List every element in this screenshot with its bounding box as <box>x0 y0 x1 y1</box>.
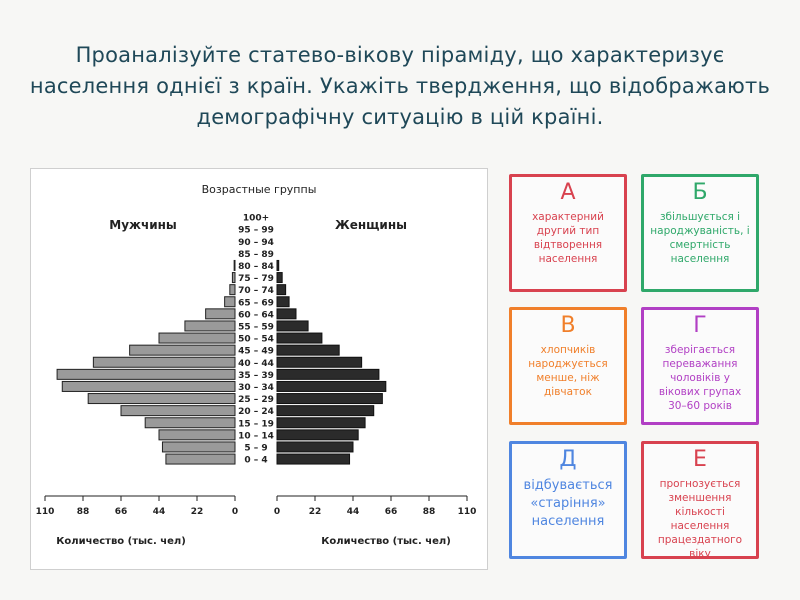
x-axis-label-right: Количество (тыс. чел) <box>321 536 451 547</box>
axis-tick-label: 110 <box>35 507 55 517</box>
male-bar <box>230 285 235 295</box>
age-group-label: 40 – 44 <box>238 358 274 369</box>
age-group-label: 15 – 19 <box>238 419 274 430</box>
male-bar <box>130 345 235 355</box>
age-group-label: 0 – 4 <box>244 455 268 466</box>
male-bar <box>225 297 235 307</box>
male-bar <box>185 321 235 331</box>
age-group-label: 95 – 99 <box>238 225 274 236</box>
chart-title: Возрастные группы <box>201 183 317 196</box>
female-bar <box>277 442 353 452</box>
female-bar <box>277 454 350 464</box>
answer-letter: Д <box>559 447 577 472</box>
male-bar <box>206 309 235 319</box>
axis-tick-label: 66 <box>384 507 398 517</box>
age-group-label: 30 – 34 <box>238 382 274 393</box>
age-group-label: 80 – 84 <box>238 261 274 272</box>
female-bar <box>277 309 296 319</box>
answer-letter: В <box>560 313 576 338</box>
age-group-label: 90 – 94 <box>238 237 274 248</box>
age-group-label: 25 – 29 <box>238 395 274 406</box>
axis-tick-label: 44 <box>152 507 166 517</box>
male-bar <box>88 394 235 404</box>
age-group-label: 5 – 9 <box>244 443 268 454</box>
female-bar <box>277 333 322 343</box>
answer-card-2[interactable] <box>641 174 759 292</box>
male-bar <box>232 273 235 283</box>
male-bar <box>162 442 235 452</box>
answer-card-1[interactable] <box>509 174 627 292</box>
answer-card-5[interactable] <box>509 441 627 559</box>
age-group-label: 75 – 79 <box>238 274 274 285</box>
male-bar <box>159 430 235 440</box>
answer-text: характерний другий тип відтворення населення <box>532 211 604 265</box>
age-group-label: 35 – 39 <box>238 370 274 381</box>
age-group-label: 10 – 14 <box>238 431 274 442</box>
age-group-label: 20 – 24 <box>238 407 274 418</box>
female-bar <box>277 394 382 404</box>
age-group-label: 85 – 89 <box>238 249 274 260</box>
age-group-label: 65 – 69 <box>238 298 274 309</box>
age-group-label: 100+ <box>242 213 270 224</box>
male-bar <box>159 333 235 343</box>
axis-tick-label: 88 <box>422 507 436 517</box>
female-bar <box>277 345 339 355</box>
female-bar <box>277 357 362 367</box>
answer-card-3[interactable] <box>509 307 627 425</box>
female-bar <box>277 369 379 379</box>
axis-tick-label: 0 <box>273 507 281 517</box>
axis-tick-label: 22 <box>308 507 322 517</box>
female-bar <box>277 297 289 307</box>
axis-tick-label: 0 <box>231 507 239 517</box>
male-bar <box>121 406 235 416</box>
female-bar <box>277 285 286 295</box>
population-pyramid <box>30 168 488 570</box>
female-bar <box>277 273 282 283</box>
answer-letter: Е <box>693 447 707 472</box>
female-bar <box>277 260 279 270</box>
pyramid-svg <box>31 169 487 569</box>
age-group-label: 70 – 74 <box>238 286 274 297</box>
age-group-label: 50 – 54 <box>238 334 274 345</box>
answer-card-6[interactable] <box>641 441 759 559</box>
answer-text: відбувається «старіння» населення <box>523 478 613 529</box>
male-bar <box>57 369 235 379</box>
answer-text: зберігається переважання чоловіків у вікових групах 30–60 років <box>658 344 742 412</box>
axis-tick-label: 22 <box>190 507 204 517</box>
men-label: Мужчины <box>109 218 177 232</box>
female-bar <box>277 321 308 331</box>
axis-tick-label: 110 <box>457 507 477 517</box>
female-bar <box>277 430 358 440</box>
female-bar <box>277 418 365 428</box>
male-bar <box>166 454 235 464</box>
female-bar <box>277 406 374 416</box>
answer-text: прогнозується зменшення кількості населення працездатного віку <box>657 478 743 560</box>
male-bar <box>62 381 235 391</box>
x-axis-label-left: Количество (тыс. чел) <box>56 536 186 547</box>
male-bar <box>145 418 235 428</box>
answer-letter: Б <box>692 180 708 205</box>
age-group-label: 45 – 49 <box>238 346 274 357</box>
age-group-label: 55 – 59 <box>238 322 274 333</box>
axis-tick-label: 44 <box>346 507 360 517</box>
task-title: Проаналізуйте статево-вікову піраміду, що характеризує населення однієї з країн. Укажіть твердження, що відображають демографічну ситуацію в цій країні. <box>29 43 771 129</box>
answer-card-4[interactable] <box>641 307 759 425</box>
age-group-label: 60 – 64 <box>238 310 274 321</box>
answer-letter: А <box>560 180 576 205</box>
axis-tick-label: 66 <box>114 507 128 517</box>
answer-text: хлопчиків народжується менше, ніж дівчаток <box>528 344 608 398</box>
answer-text: збільшується і народжуваність, і смертність населення <box>650 211 750 265</box>
male-bar <box>93 357 235 367</box>
women-label: Женщины <box>335 218 407 232</box>
axis-tick-label: 88 <box>76 507 90 517</box>
female-bar <box>277 381 386 391</box>
male-bar <box>234 260 235 270</box>
answer-letter: Г <box>693 313 707 338</box>
